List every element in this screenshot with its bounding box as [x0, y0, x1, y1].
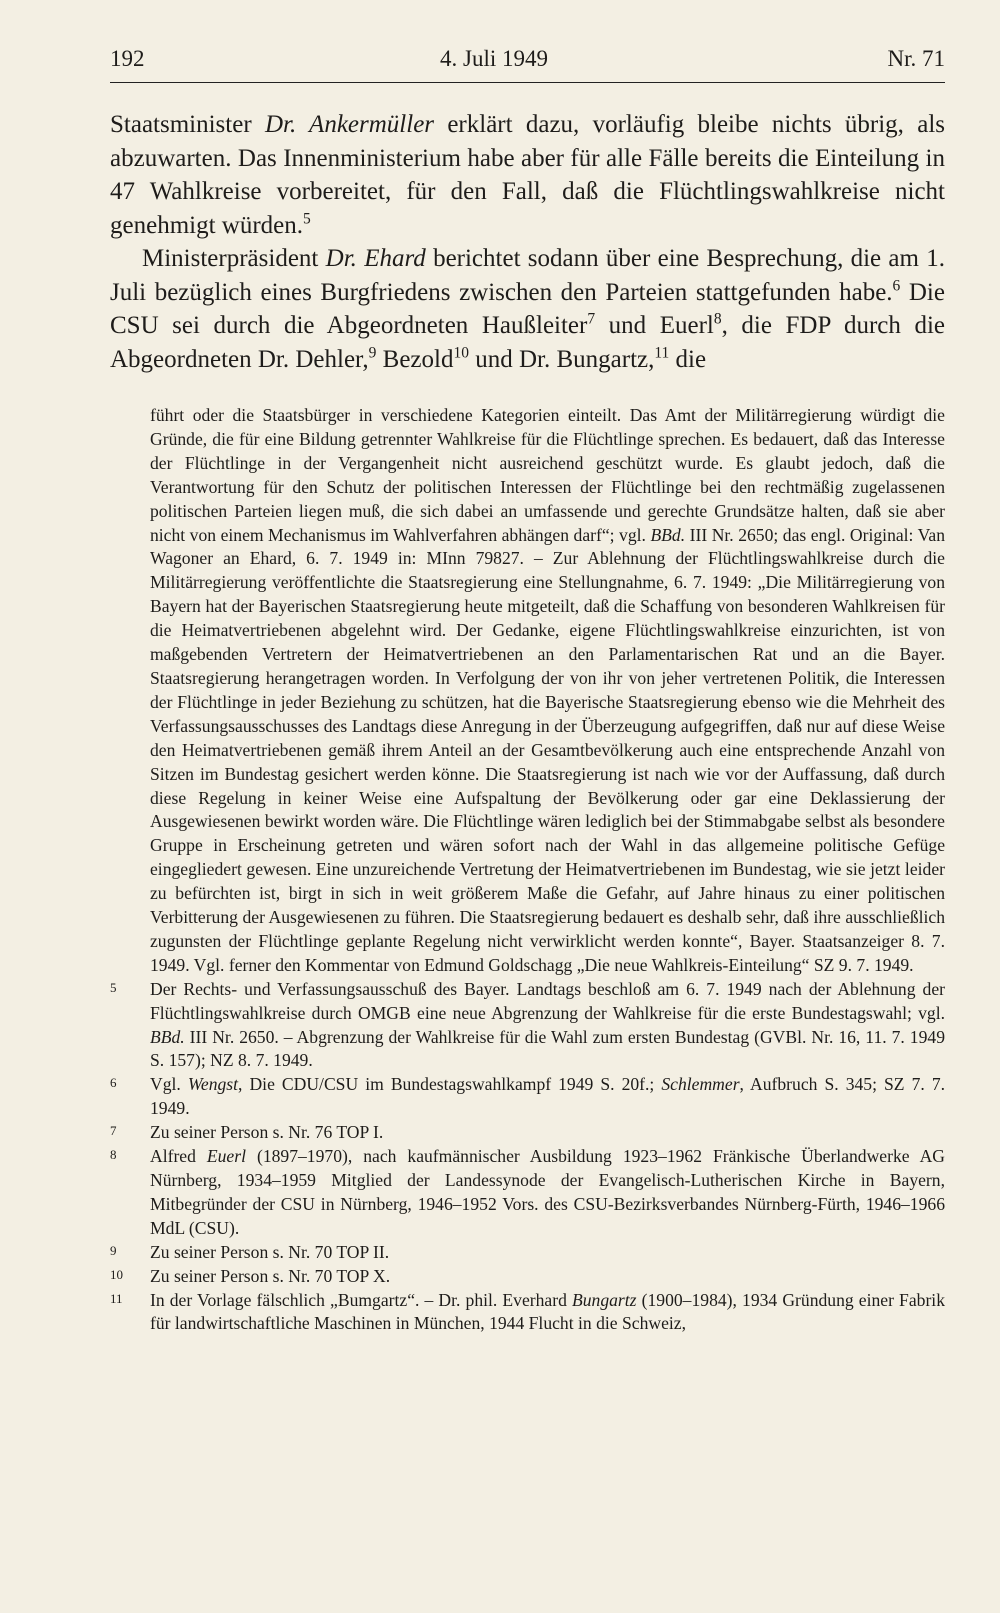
italic-text: Schlemmer: [661, 1074, 740, 1095]
text-run: Der Rechts- und Verfassungsausschuß des Bayer. Landtags beschloß am 6. 7. 1949 nach der Ablehnung der Flüchtlingswahlkreise durch OMGB eine neue Abgrenzung der Wahlkreise für die erste Bundestagswahl; vgl.: [150, 978, 945, 1023]
footnote-ref: 9: [368, 344, 377, 362]
footnote-number: 6: [110, 1075, 117, 1091]
text-run: Staatsminister: [110, 111, 265, 138]
footnote-ref: 5: [303, 210, 311, 228]
footnote-number: 11: [110, 1290, 123, 1306]
italic-text: Euerl: [206, 1146, 246, 1167]
header-rule: [110, 82, 945, 83]
text-run: Alfred: [150, 1146, 207, 1167]
footnote-6: [110, 1073, 945, 1121]
footnote-ref: 8: [713, 310, 722, 328]
footnote-8: [110, 1145, 945, 1241]
italic-text: Bungartz: [572, 1289, 637, 1310]
footnote-9: [110, 1241, 945, 1265]
text-run: , die FDP durch die Abgeordneten Dr. Dehler,: [110, 312, 945, 373]
text-run: , Aufbruch S. 345; SZ 7. 7. 1949.: [150, 1074, 946, 1119]
footnote-ref: 11: [654, 344, 670, 362]
text-run: Ministerpräsident: [142, 245, 326, 272]
footnote-10: [110, 1265, 945, 1289]
text-run: , Die CDU/CSU im Bundestagswahlkampf 1949 S. 20f.;: [238, 1074, 662, 1095]
footnote-number: 7: [110, 1123, 117, 1139]
footnote-7: [110, 1121, 945, 1145]
footnote-number: 5: [110, 979, 117, 995]
text-run: III Nr. 2650; das engl. Original: Van Wagoner an Ehard, 6. 7. 1949 in: MInn 79827. – Zur Ablehnung der Flüchtlingswahlkreise durch die Militärregierung veröffentlichte die Staatsregierung eine Stellungnahme, 6. 7. 1949: „Die Militärregierung von Bayern hat der Bayerischen Staatsregierung heute mitgeteilt, daß die Schaffung von besonderen Wahlkreisen für die Heimatvertriebenen abgelehnt wird. Der Gedanke, eigene Flüchtlingswahlkreise einzurichten, ist von maßgebenden Vertretern der Heimatvertriebenen an den Parlamentarischen Rat und an die Bayer. Staatsregierung herangetragen worden. In Verfolgung der von ihr von jeher vertretenen Politik, die Interessen der Flüchtlinge in jeder Beziehung zu schützen, hat die Bayerische Staatsregierung ebenso wie die Mehrheit des Verfassungsausschusses des Landtags diese Anregung in der Überzeugung aufgegriffen, daß nur auf diese Weise den Heimatvertriebenen gemäß ihrem Anteil an der Gesamtbevölkerung auch eine entsprechende Anzahl von Sitzen im Bundestag gesichert werden könne. Die Staatsregierung ist nach wie vor der Auffassung, daß durch diese Regelung in keiner Weise eine Aufspaltung der Bevölkerung oder gar eine Deklassierung der Ausgewiesenen bewirkt worden wäre. Die Flüchtlinge wären lediglich bei der Stimmabgabe selbst als besondere Gruppe in Erscheinung getreten und wären sofort nach der Wahl in das allgemeine politische Gefüge eingegliedert gewesen. Eine unzureichende Vertretung der Heimatvertriebenen im Bundestag, wie sie jetzt leider zu befürchten ist, birgt in sich in weit größerem Maße die Gefahr, auf Jahre hinaus zu einer politischen Verbitterung der Ausgewiesenen zu führen. Die Staatsregierung bedauert es deshalb sehr, daß ihre ausschließlich zugunsten der Flüchtlinge geplante Regelung nicht verwirklicht werden konnte“, Bayer. Staatsanzeiger 8. 7. 1949. Vgl. ferner den Kommentar von Edmund Goldschagg „Die neue Wahlkreis-Einteilung“ SZ 9. 7. 1949.: [150, 524, 945, 975]
footnote-5: [110, 978, 945, 1074]
header-date: 4. Juli 1949: [440, 46, 548, 71]
text-run: führt oder die Staatsbürger in verschiedene Kategorien einteilt. Das Amt der Militärregierung würdigt die Gründe, die für eine Bildung getrennter Wahlkreise für die Flüchtlinge sprechen. Es bedauert, daß das Interesse der Flüchtlinge in der Vergangenheit nicht ausreichend geschützt wurde. Es glaubt jedoch, daß die Verantwortung für den Schutz der politischen Interessen der Flüchtlinge bei den rechtmäßig zugelassenen politischen Parteien liegen muß, die sich dabei an umfassende und gerechte Grundsätze halten, daß sie aber nicht von einem Mechanismus im Wahlverfahren abhängen darf“; vgl.: [150, 405, 945, 545]
italic-text: BBd.: [650, 524, 686, 545]
text-run: und Euerl: [595, 312, 714, 339]
text-run: erklärt dazu, vorläufig bleibe nichts übrig, als abzuwarten. Das Innenministerium habe aber für alle Fälle bereits die Einteilung in 47 Wahlkreise vorbereitet, für den Fall, daß die Flüchtlingswahlkreise nicht genehmigt würden.: [110, 111, 945, 239]
text-run: III Nr. 2650. – Abgrenzung der Wahlkreise für die Wahl zum ersten Bundestag (GVBl. Nr. 16, 11. 7. 1949 S. 157); NZ 8. 7. 1949.: [150, 1026, 945, 1071]
footnote-number: 8: [110, 1147, 117, 1163]
person-name: Dr. Ehard: [325, 245, 426, 272]
footnote-ref: 10: [453, 344, 469, 362]
footnote-number: 9: [110, 1242, 117, 1258]
text-run: Vgl.: [150, 1074, 188, 1095]
text-run: berichtet sodann über eine Besprechung, die am 1. Juli bezüglich eines Burgfriedens zwischen den Parteien stattgefunden habe.: [110, 245, 946, 306]
document-number: Nr. 71: [887, 46, 945, 71]
footnote-ref: 7: [587, 310, 596, 328]
italic-text: Wengst: [187, 1074, 239, 1095]
text-run: die: [669, 345, 707, 373]
text-run: Zu seiner Person s. Nr. 76 TOP I.: [150, 1122, 384, 1143]
text-run: (1900–1984), 1934 Gründung einer Fabrik für landwirtschaftliche Maschinen in München, 1944 Flucht in die Schweiz,: [150, 1289, 945, 1334]
footnotes: [110, 404, 945, 1336]
main-text: [110, 108, 945, 376]
running-header: [110, 46, 945, 86]
text-run: Zu seiner Person s. Nr. 70 TOP II.: [150, 1241, 390, 1262]
text-run: (1897–1970), nach kaufmännischer Ausbildung 1923–1962 Fränkische Überlandwerke AG Nürnberg, 1934–1959 Mitglied der Landessynode der Evangelisch-Lutherischen Kirche in Bayern, Mitbegründer der CSU in Nürnberg, 1946–1952 Vors. des CSU-Bezirksverbandes Nürnberg-Fürth, 1946–1966 MdL (CSU).: [150, 1146, 945, 1238]
paragraph-ehard: [110, 242, 945, 376]
text-run: In der Vorlage fälschlich „Bumgartz“. – Dr. phil. Everhard: [150, 1289, 572, 1310]
page-number: 192: [110, 46, 145, 71]
text-run: Zu seiner Person s. Nr. 70 TOP X.: [150, 1265, 391, 1286]
text-run: Bezold: [376, 345, 454, 373]
italic-text: BBd.: [150, 1026, 185, 1047]
footnote-number: 10: [110, 1266, 123, 1282]
footnote-11: [110, 1289, 945, 1337]
person-name: Dr. Ankermüller: [264, 111, 435, 138]
footnote-ref: 6: [892, 277, 901, 295]
text-run: und Dr. Bungartz,: [468, 345, 655, 373]
text-run: Die CSU sei durch die Abgeordneten Haußleiter: [110, 278, 945, 339]
paragraph-ankermueller: [110, 108, 945, 242]
footnote-continuation: [150, 404, 945, 978]
